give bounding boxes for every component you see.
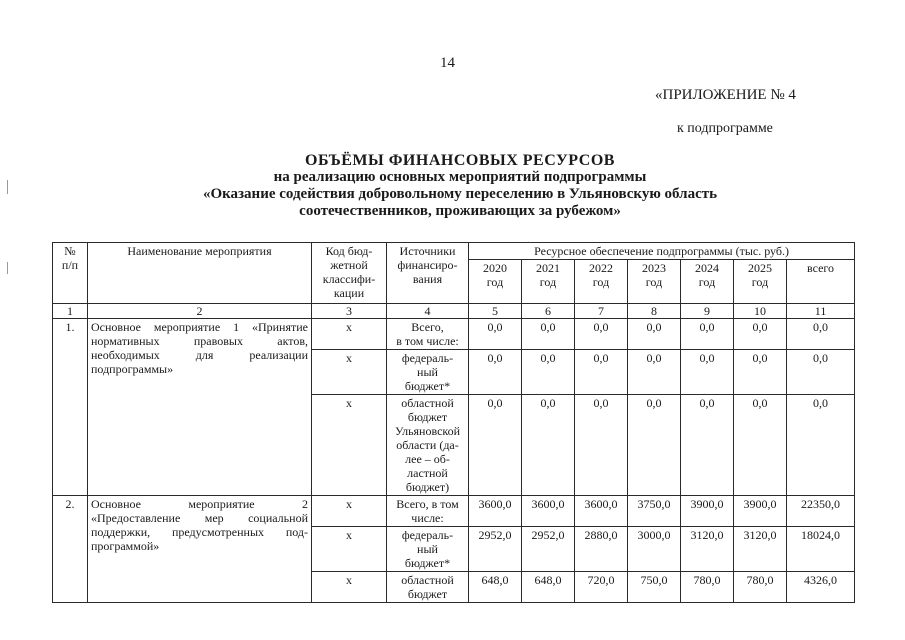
- header-resource: Ресурсное обеспечение подпрограммы (тыс. руб.): [469, 243, 855, 260]
- column-index-row: [53, 304, 855, 319]
- funding-source: федераль- ный бюджет*: [387, 527, 469, 572]
- value-cell: 750,0: [628, 572, 681, 603]
- document-title: [150, 152, 770, 220]
- total-cell: 0,0: [787, 395, 855, 496]
- financing-table: [52, 242, 855, 603]
- value-cell: 0,0: [734, 319, 787, 350]
- budget-code: х: [312, 572, 387, 603]
- column-index: 10: [734, 304, 787, 319]
- header-year: 2023 год: [628, 260, 681, 304]
- event-name: Основное мероприятие 1 «Принятие нормативных правовых актов, необходимых для реализации подпрограммы»: [88, 319, 312, 496]
- subprogram-label: к подпрограмме: [677, 121, 773, 136]
- column-index: 5: [469, 304, 522, 319]
- value-cell: 3900,0: [681, 496, 734, 527]
- value-cell: 648,0: [469, 572, 522, 603]
- appendix-label: «ПРИЛОЖЕНИЕ № 4: [655, 87, 796, 103]
- column-index: 4: [387, 304, 469, 319]
- value-cell: 0,0: [469, 319, 522, 350]
- column-index: 3: [312, 304, 387, 319]
- table-row: [53, 319, 855, 350]
- value-cell: 0,0: [628, 350, 681, 395]
- value-cell: 3750,0: [628, 496, 681, 527]
- total-cell: 18024,0: [787, 527, 855, 572]
- header-number: № п/п: [53, 243, 88, 304]
- column-index: 11: [787, 304, 855, 319]
- value-cell: 780,0: [734, 572, 787, 603]
- value-cell: 780,0: [681, 572, 734, 603]
- funding-source: Всего, в том числе:: [387, 496, 469, 527]
- value-cell: 0,0: [469, 350, 522, 395]
- header-year: 2020 год: [469, 260, 522, 304]
- event-number: 2.: [53, 496, 88, 603]
- value-cell: 3120,0: [681, 527, 734, 572]
- scan-artifact: [7, 262, 8, 274]
- header-year: 2022 год: [575, 260, 628, 304]
- event-number: 1.: [53, 319, 88, 496]
- value-cell: 3900,0: [734, 496, 787, 527]
- value-cell: 0,0: [522, 319, 575, 350]
- budget-code: х: [312, 527, 387, 572]
- value-cell: 3600,0: [469, 496, 522, 527]
- header-year: 2024 год: [681, 260, 734, 304]
- column-index: 8: [628, 304, 681, 319]
- header-funding-source: Источники финансиро- вания: [387, 243, 469, 304]
- funding-source: областной бюджет: [387, 572, 469, 603]
- value-cell: 0,0: [681, 395, 734, 496]
- scan-artifact: [7, 180, 8, 194]
- funding-source: областной бюджет Ульяновской области (да- лее – об- ластной бюджет): [387, 395, 469, 496]
- value-cell: 3120,0: [734, 527, 787, 572]
- title-line-2: на реализацию основных мероприятий подпрограммы: [273, 169, 647, 185]
- funding-source: федераль- ный бюджет*: [387, 350, 469, 395]
- budget-code: х: [312, 395, 387, 496]
- value-cell: 0,0: [734, 395, 787, 496]
- value-cell: 720,0: [575, 572, 628, 603]
- value-cell: 0,0: [681, 319, 734, 350]
- budget-code: х: [312, 319, 387, 350]
- budget-code: х: [312, 350, 387, 395]
- title-line-3: «Оказание содействия добровольному переселению в Ульяновскую область: [202, 186, 718, 202]
- column-index: 7: [575, 304, 628, 319]
- total-cell: 22350,0: [787, 496, 855, 527]
- title-line-4: соотечественников, проживающих за рубежом»: [299, 203, 621, 219]
- value-cell: 3600,0: [575, 496, 628, 527]
- table-header-row: [53, 243, 855, 260]
- header-event-name: Наименование мероприятия: [88, 243, 312, 304]
- header-budget-code: Код бюд- жетной классифи- кации: [312, 243, 387, 304]
- value-cell: 0,0: [575, 395, 628, 496]
- value-cell: 2952,0: [522, 527, 575, 572]
- value-cell: 3000,0: [628, 527, 681, 572]
- value-cell: 0,0: [469, 395, 522, 496]
- column-index: 6: [522, 304, 575, 319]
- total-cell: 0,0: [787, 350, 855, 395]
- total-cell: 4326,0: [787, 572, 855, 603]
- value-cell: 2880,0: [575, 527, 628, 572]
- value-cell: 2952,0: [469, 527, 522, 572]
- total-cell: 0,0: [787, 319, 855, 350]
- value-cell: 3600,0: [522, 496, 575, 527]
- value-cell: 0,0: [522, 350, 575, 395]
- value-cell: 0,0: [628, 319, 681, 350]
- title-line-1: ОБЪЁМЫ ФИНАНСОВЫХ РЕСУРСОВ: [305, 152, 615, 169]
- table-row: [53, 496, 855, 527]
- column-index: 2: [88, 304, 312, 319]
- header-year: 2025 год: [734, 260, 787, 304]
- funding-source: Всего, в том числе:: [387, 319, 469, 350]
- column-index: 9: [681, 304, 734, 319]
- header-total: всего: [787, 260, 855, 304]
- value-cell: 648,0: [522, 572, 575, 603]
- event-name: Основное мероприятие 2 «Предоставление мер социальной поддержки, предусмотренных под-программой»: [88, 496, 312, 603]
- header-year: 2021 год: [522, 260, 575, 304]
- value-cell: 0,0: [628, 395, 681, 496]
- page-number: 14: [440, 55, 455, 71]
- value-cell: 0,0: [734, 350, 787, 395]
- column-index: 1: [53, 304, 88, 319]
- value-cell: 0,0: [681, 350, 734, 395]
- budget-code: х: [312, 496, 387, 527]
- value-cell: 0,0: [522, 395, 575, 496]
- value-cell: 0,0: [575, 319, 628, 350]
- value-cell: 0,0: [575, 350, 628, 395]
